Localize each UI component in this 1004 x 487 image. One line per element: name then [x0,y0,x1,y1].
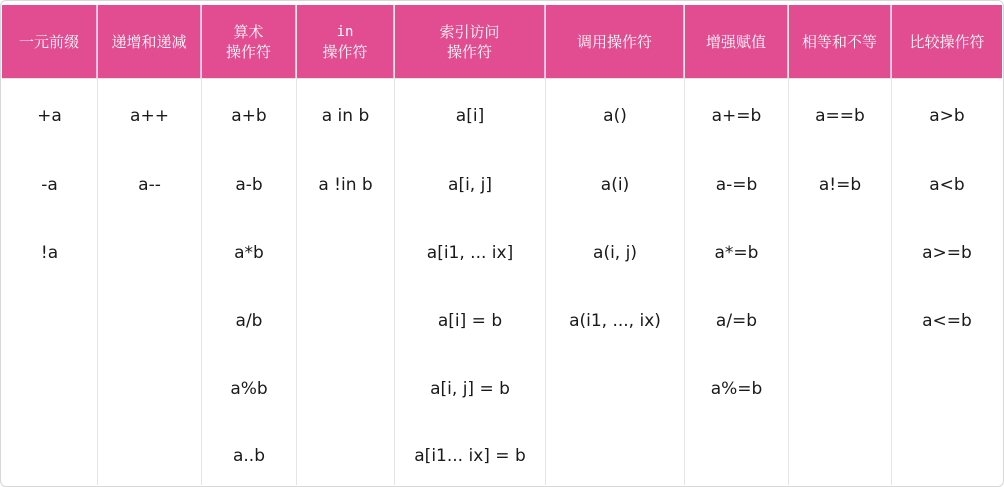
column-header [98,5,201,78]
column-unary-prefix [2,5,98,485]
header-line: 比较操作符 [909,32,985,51]
table-cell: a==b [815,106,865,126]
table-cell: a[i, j] [448,175,492,195]
column-body [546,78,684,485]
table-cell: a+b [231,106,267,126]
table-cell: a!=b [818,175,862,195]
column-body [395,78,545,485]
column-body [2,78,97,485]
column-header [892,5,1002,78]
column-header [395,5,545,78]
column-body [892,78,1002,485]
header-line: 一元前缀 [18,32,79,51]
column-header [789,5,891,78]
header-line: 递增和递减 [111,32,187,51]
column-body [297,78,394,485]
column-header [2,5,97,78]
table-cell: a(i) [600,175,630,195]
column-header [685,5,788,78]
table-cell: a+=b [711,106,762,126]
column-body [789,78,891,485]
table-cell: a..b [232,446,266,466]
operator-table [2,5,1002,485]
header-line: 操作符 [446,42,492,61]
table-cell: a[i] [455,106,485,126]
table-cell: a<b [929,175,965,195]
table-cell: a>=b [922,243,972,263]
table-cell: a-- [138,175,161,195]
header-line: 操作符 [225,42,271,61]
column-body [98,78,201,485]
table-cell: +a [37,106,62,126]
table-cell: a() [603,106,627,126]
table-cell: !a [40,243,59,263]
table-cell: a[i1... ix] = b [414,446,526,466]
table-cell: a<=b [922,311,972,331]
table-cell: a*b [234,243,264,263]
column-increment-decrement [98,5,202,485]
header-line: 索引访问 [439,22,500,41]
table-cell: a/b [235,311,263,331]
table-cell: a[i] = b [437,311,503,331]
table-cell: a in b [321,106,370,126]
column-augmented-assignment [685,5,789,485]
header-line: 增强赋值 [705,32,766,51]
table-cell: a/=b [715,311,758,331]
column-body [202,78,296,485]
column-comparison [892,5,1002,485]
header-line: 算术 [233,22,264,41]
table-cell: a[i1, ... ix] [426,243,514,263]
header-line: 操作符 [322,42,368,61]
column-invoke [546,5,685,485]
header-line: 相等和不等 [801,32,877,51]
column-header [202,5,296,78]
table-cell: a !in b [318,175,373,195]
table-cell: a-=b [715,175,758,195]
column-body [685,78,788,485]
column-header [297,5,394,78]
table-cell: a-b [235,175,263,195]
column-equality [789,5,892,485]
header-line: 调用操作符 [576,32,652,51]
table-cell: a(i1, ..., ix) [569,311,661,331]
table-cell: a%b [230,379,268,399]
table-cell: a%=b [710,379,763,399]
column-index-access [395,5,546,485]
table-cell: a>b [929,106,965,126]
column-header [546,5,684,78]
header-line: in [336,23,354,40]
column-arithmetic [202,5,297,485]
table-cell: a(i, j) [593,243,637,263]
table-cell: a*=b [714,243,759,263]
column-in-operator [297,5,395,485]
table-cell: a[i, j] = b [430,379,510,399]
table-cell: -a [41,175,58,195]
table-cell: a++ [130,106,169,126]
